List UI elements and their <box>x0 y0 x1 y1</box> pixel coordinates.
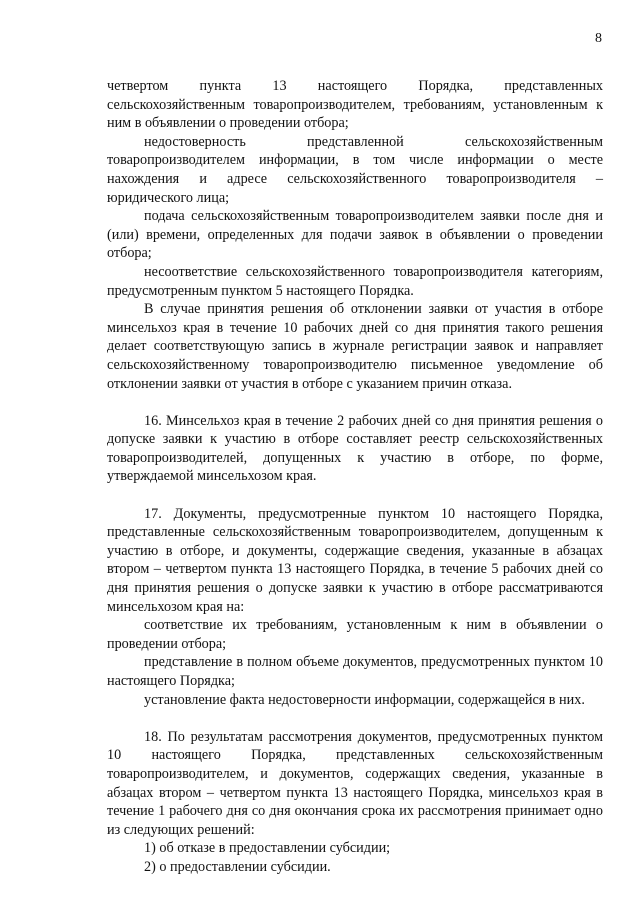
paragraph: 16. Минсельхоз края в течение 2 рабочих дней со дня принятия решения о допуске заявки к участию в отборе составляет реестр сельскохозяйственных товаропроизводителей, допущенных к участию в отборе, по форме, утверждаемой минсельхозом края. <box>107 412 603 485</box>
paragraph: несоответствие сельскохозяйственного товаропроизводителя категориям, предусмотренным пунктом 5 настоящего Порядка. <box>107 263 603 299</box>
paragraph: 2) о предоставлении субсидии. <box>144 858 331 875</box>
document-body <box>107 77 603 877</box>
paragraph: В случае принятия решения об отклонении заявки от участия в отборе минсельхоз края в течение 10 рабочих дней со дня принятия такого решения делает соответствующую запись в журнале регистрации заявок и направляет сельскохозяйственному товаропроизводителю письменное уведомление об отклонении заявки от участия в отборе с указанием причин отказа. <box>107 301 603 392</box>
paragraph: 1) об отказе в предоставлении субсидии; <box>144 840 391 857</box>
paragraph: недостоверность представленной сельскохозяйственным товаропроизводителем информации, в том числе информации о месте нахождения и адресе сельскохозяйственного товаропроизводителя – юридического лица; <box>107 133 603 206</box>
paragraph: подача сельскохозяйственным товаропроизводителем заявки после дня и (или) времени, определенных для подачи заявок в объявлении о проведении отбора; <box>107 208 603 262</box>
page-number: 8 <box>595 31 602 46</box>
paragraph: представление в полном объеме документов, предусмотренных пунктом 10 настоящего Порядка; <box>107 654 603 689</box>
paragraph: соответствие их требованиям, установленным к ним в объявлении о проведении отбора; <box>107 617 603 652</box>
paragraph: установление факта недостоверности информации, содержащейся в них. <box>144 691 585 708</box>
paragraph: 18. По результатам рассмотрения документов, предусмотренных пунктом 10 настоящего Порядка, представленных сельскохозяйственным товаропроизводителем, и документов, содержащих сведения, указанные в абзацах втором – четвертом пункта 13 настоящего Порядка, минсельхоз края в течение 1 рабочего дня со дня окончания срока их рассмотрения принимает одно из следующих решений: <box>107 728 603 838</box>
paragraph: 17. Документы, предусмотренные пунктом 10 настоящего Порядка, представленные сельскохозяйственным товаропроизводителем, допущенным к участию в отборе, и документы, содержащие сведения, указанные в абзацах втором – четвертом пункта 13 настоящего Порядка, в течение 5 рабочих дней со дня принятия решения о допуске заявки к участию в отборе рассматриваются минсельхозом края на: <box>107 505 603 615</box>
paragraph: четвертом пункта 13 настоящего Порядка, представленных сельскохозяйственным товаропроизводителем, требованиям, установленным к ним в объявлении о проведении отбора; <box>107 78 603 132</box>
